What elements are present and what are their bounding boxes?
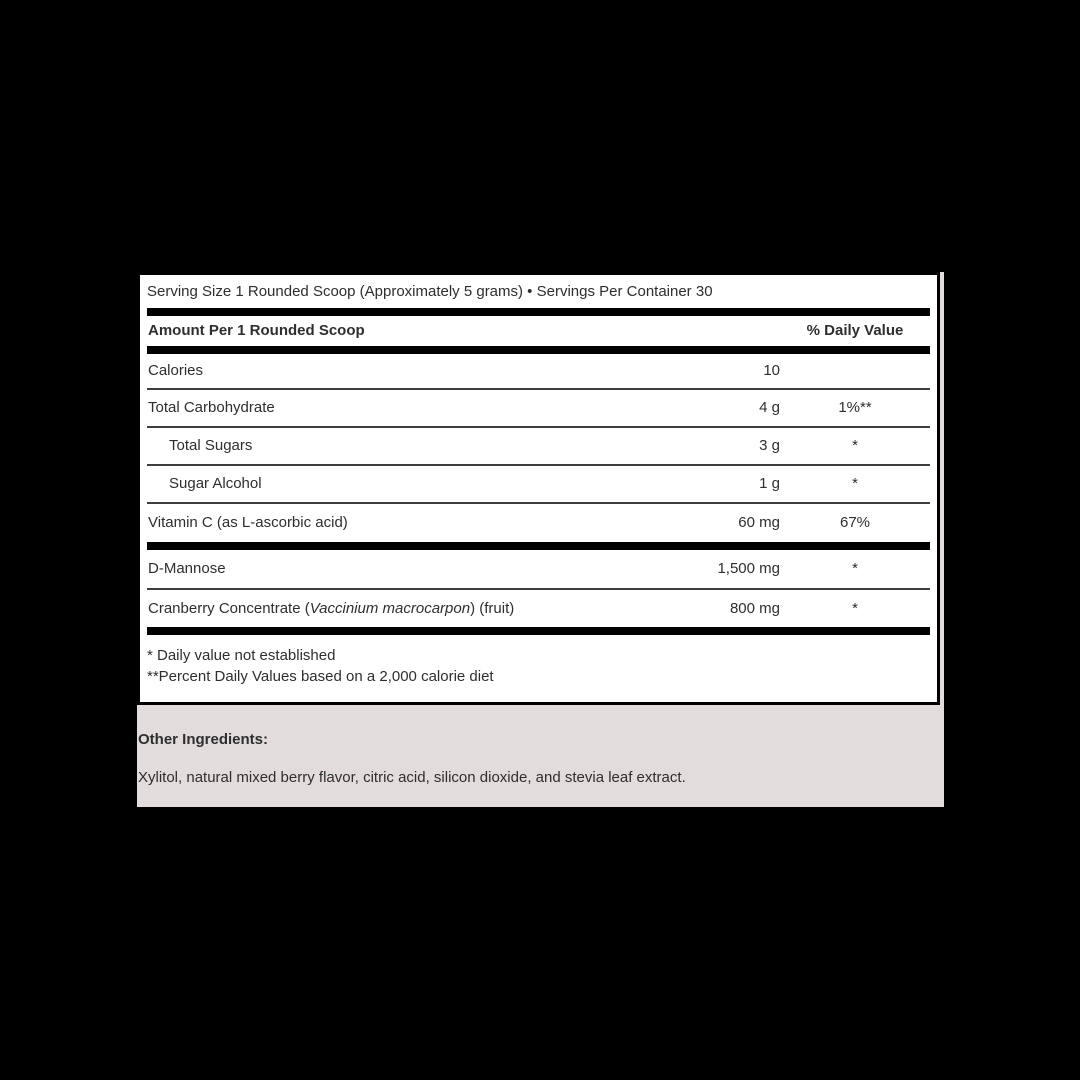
- nutrient-name: Vitamin C (as L-ascorbic acid): [148, 514, 348, 531]
- nutrient-name-latin: Vaccinium macrocarpon: [309, 599, 471, 617]
- nutrient-dv: 67%: [839, 514, 871, 531]
- nutrient-dv: *: [852, 560, 858, 577]
- nutrient-dv: *: [852, 475, 858, 492]
- table-row-d-mannose: [147, 550, 930, 590]
- table-header-row: [147, 316, 930, 346]
- table-row-total-carbohydrate: [147, 390, 930, 428]
- nutrient-amount: 10: [763, 362, 780, 379]
- other-ingredients-text: Xylitol, natural mixed berry flavor, citric acid, silicon dioxide, and stevia leaf extract.: [138, 769, 686, 786]
- nutrient-amount: 1 g: [759, 475, 780, 492]
- nutrient-name: Total Sugars: [169, 437, 253, 454]
- other-ingredients-section: [137, 705, 944, 807]
- nutrient-dv: *: [852, 599, 858, 617]
- footnotes: [147, 635, 930, 687]
- nutrient-name-post: ) (fruit): [470, 599, 515, 617]
- nutrient-name: [147, 600, 665, 618]
- serving-size-text: Serving Size 1 Rounded Scoop (Approximately 5 grams) • Servings Per Container 30: [147, 282, 713, 300]
- nutrient-name-pre: Cranberry Concentrate (: [148, 599, 310, 617]
- divider-bar-top: [147, 308, 930, 316]
- nutrient-amount: 800 mg: [729, 599, 780, 617]
- footnote-percent-dv: **Percent Daily Values based on a 2,000 calorie diet: [147, 668, 494, 685]
- nutrient-name: Total Carbohydrate: [148, 399, 275, 416]
- daily-value-header: % Daily Value: [806, 322, 904, 339]
- divider-bar-header: [147, 346, 930, 354]
- amount-per-header: Amount Per 1 Rounded Scoop: [148, 322, 365, 339]
- nutrient-dv: 1%**: [838, 399, 872, 416]
- nutrient-amount: 3 g: [759, 437, 780, 454]
- nutrient-amount: 1,500 mg: [717, 560, 780, 577]
- divider-bar-bottom: [147, 627, 930, 635]
- nutrient-dv: *: [852, 437, 858, 454]
- serving-size-line: [147, 275, 930, 308]
- supplement-facts-panel: [137, 272, 940, 705]
- table-row-vitamin-c: [147, 504, 930, 542]
- nutrient-amount: 60 mg: [738, 514, 780, 531]
- table-row-calories: [147, 354, 930, 390]
- table-row-total-sugars: [147, 428, 930, 466]
- table-row-sugar-alcohol: [147, 466, 930, 504]
- nutrient-name: Calories: [148, 362, 204, 379]
- nutrient-amount: 4 g: [759, 399, 780, 416]
- other-ingredients-title: Other Ingredients:: [138, 731, 269, 748]
- divider-bar-middle: [147, 542, 930, 550]
- nutrient-name: Sugar Alcohol: [169, 475, 262, 492]
- footnote-daily-value: * Daily value not established: [147, 647, 336, 664]
- table-row-cranberry-concentrate: [147, 590, 930, 627]
- nutrient-name: D-Mannose: [148, 560, 226, 577]
- supplement-label: [137, 272, 944, 807]
